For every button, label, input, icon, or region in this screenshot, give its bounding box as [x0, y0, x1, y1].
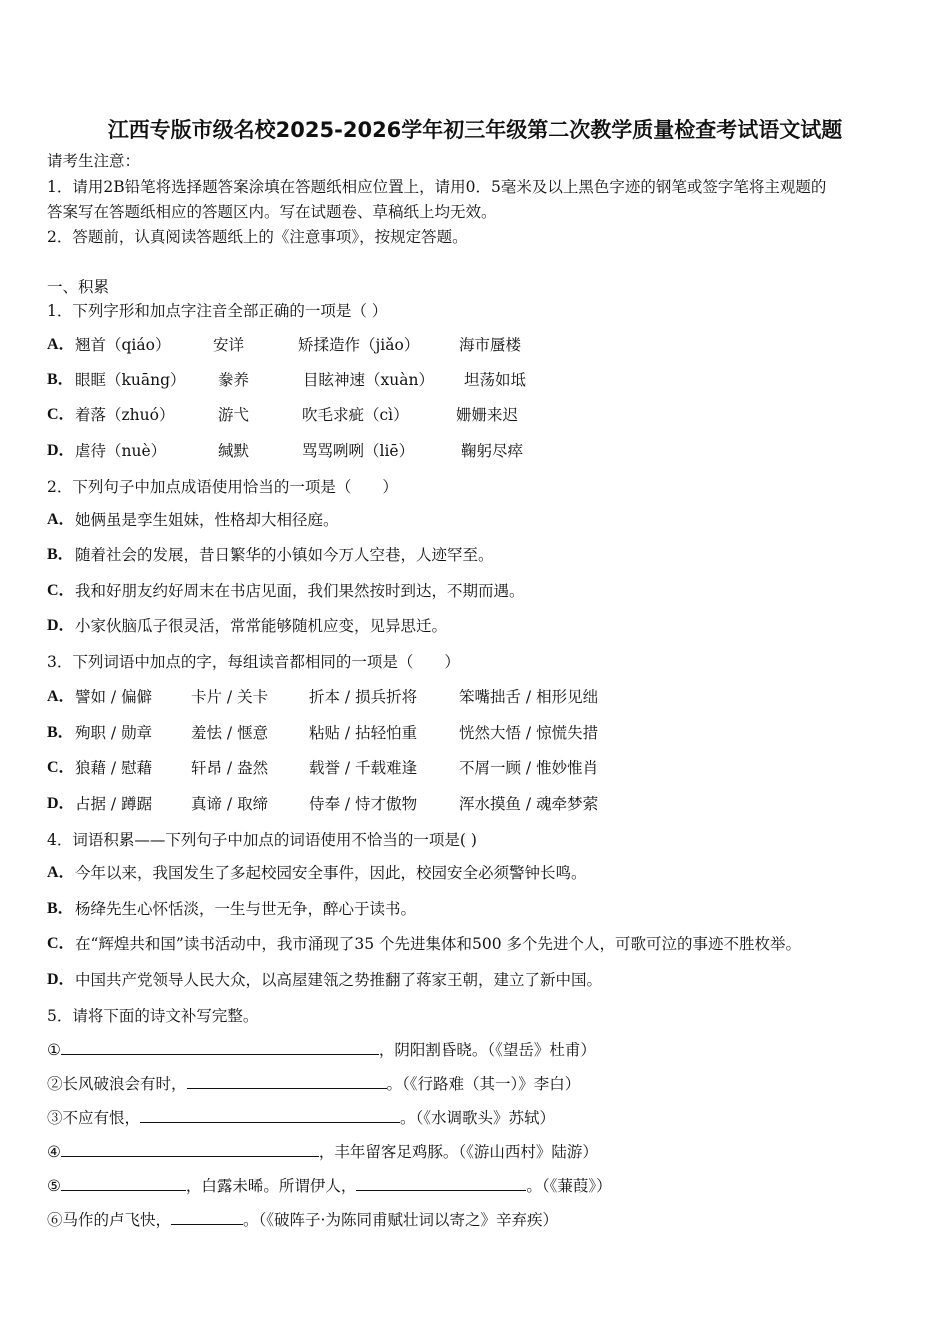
option-text: 粘贴 / 拈轻怕重 [309, 724, 418, 742]
option-label: B． [47, 371, 74, 388]
option-text: 缄默 [218, 442, 250, 460]
option-label: B． [47, 900, 74, 917]
answer-blank[interactable] [61, 1142, 319, 1157]
line-prefix: ⑥马作的卢飞快， [47, 1211, 172, 1229]
option-text: 眼眶（kuāng） [75, 371, 186, 389]
option-text: 真谛 / 取缔 [191, 795, 269, 813]
option-text: 安详 [213, 336, 245, 354]
line-suffix: ，丰年留客足鸡豚。（《游山西村》陆游） [318, 1143, 598, 1161]
option-label: A． [47, 688, 75, 705]
option-text: 我和好朋友约好周末在书店见面，我们果然按时到达，不期而遇。 [75, 582, 525, 600]
option-text: 矫揉造作（jiǎo） [298, 336, 420, 354]
option-text: 在“辉煌共和国”读书活动中，我市涌现了35 个先进集体和500 多个先进个人，可歌可泣的事迹不胜枚举。 [75, 935, 802, 953]
option-label: A． [47, 864, 75, 881]
option-text: 中国共产党领导人民大众，以高屋建瓴之势推翻了蒋家王朝，建立了新中国。 [75, 971, 603, 989]
option-text: 浑水摸鱼 / 魂牵梦萦 [459, 795, 599, 813]
section-heading: 一、积累 [47, 278, 110, 296]
option-text: 恍然大悟 / 惊慌失措 [459, 724, 599, 742]
line-suffix: 。（《破阵子·为陈同甫赋壮词以寄之》辛弃疾） [243, 1211, 558, 1229]
option-label: D． [47, 795, 75, 812]
option-text: 卡片 / 关卡 [191, 688, 269, 706]
line-prefix: ②长风破浪会有时， [47, 1075, 187, 1093]
option-text: 不屑一顾 / 惟妙惟肖 [459, 759, 599, 777]
fill-blank-line [47, 1108, 555, 1128]
option-text: 海市蜃楼 [459, 336, 522, 354]
answer-blank[interactable] [187, 1074, 387, 1089]
question-stem: 3．下列词语中加点的字，每组读音都相同的一项是（ ） [47, 653, 460, 671]
option-label: C． [47, 935, 75, 952]
notice-heading: 请考生注意： [47, 152, 141, 170]
notice-item: 1．请用2B铅笔将选择题答案涂填在答题纸相应位置上，请用0．5毫米及以上黑色字迹的钢笔或签字笔将主观题的 [47, 178, 827, 196]
option-text: 目眩神速（xuàn） [303, 371, 434, 389]
question-stem: 4．词语积累——下列句子中加点的词语使用不恰当的一项是( ) [47, 831, 477, 849]
answer-blank[interactable] [61, 1176, 186, 1191]
option-text: 坦荡如坻 [464, 371, 527, 389]
page-title: 江西专版市级名校2025-2026学年初三年级第二次教学质量检查考试语文试题 [107, 118, 843, 142]
option-text: 豢养 [218, 371, 250, 389]
line-suffix: 。（《水调歌头》苏轼） [400, 1109, 556, 1127]
option-text: 骂骂咧咧（liē） [302, 442, 415, 460]
option-label: D． [47, 617, 75, 634]
option-text: 鞠躬尽瘁 [461, 442, 524, 460]
option-text: 今年以来，我国发生了多起校园安全事件，因此，校园安全必须警钟长鸣。 [75, 864, 587, 882]
question-stem: 2．下列句子中加点成语使用恰当的一项是（ ） [47, 478, 398, 496]
line-prefix: ③不应有恨， [47, 1109, 141, 1127]
line-suffix: 。（《行路难（其一）》李白） [386, 1075, 581, 1093]
option-label: C． [47, 406, 75, 423]
line-prefix: ④ [47, 1143, 61, 1161]
line-middle: ，白露未晞。所谓伊人， [185, 1177, 357, 1195]
line-suffix: 。（《蒹葭》） [526, 1177, 612, 1195]
answer-blank[interactable] [356, 1176, 526, 1191]
option-text: 譬如 / 偏僻 [75, 688, 153, 706]
option-text: 占据 / 蹲踞 [75, 795, 153, 813]
option-text: 姗姗来迟 [456, 406, 519, 424]
fill-blank-line [47, 1142, 598, 1162]
question-stem: 1．下列字形和加点字注音全部正确的一项是（ ） [47, 302, 388, 320]
option-text: 小家伙脑瓜子很灵活，常常能够随机应变，见异思迁。 [75, 617, 448, 635]
answer-blank[interactable] [61, 1040, 379, 1055]
option-text: 着落（zhuó） [75, 406, 175, 424]
option-text: 笨嘴拙舌 / 相形见绌 [459, 688, 599, 706]
option-label: B． [47, 546, 74, 563]
fill-blank-line [47, 1040, 596, 1060]
option-label: A． [47, 336, 75, 353]
option-text: 轩昂 / 盎然 [191, 759, 269, 777]
option-label: B． [47, 724, 74, 741]
fill-blank-line [47, 1074, 580, 1094]
option-text: 载誉 / 千载难逢 [309, 759, 418, 777]
line-suffix: ，阴阳割昏晓。（《望岳》杜甫） [378, 1041, 596, 1059]
fill-blank-line [47, 1176, 612, 1196]
line-prefix: ① [47, 1041, 61, 1059]
option-label: A． [47, 511, 75, 528]
option-label: D． [47, 971, 75, 988]
option-text: 折本 / 损兵折将 [309, 688, 418, 706]
notice-item: 2．答题前，认真阅读答题纸上的《注意事项》，按规定答题。 [47, 228, 468, 246]
fill-blank-line [47, 1210, 558, 1230]
option-text: 狼藉 / 慰藉 [75, 759, 153, 777]
option-label: C． [47, 582, 75, 599]
option-text: 侍奉 / 恃才傲物 [309, 795, 418, 813]
option-text: 她俩虽是孪生姐妹，性格却大相径庭。 [75, 511, 339, 529]
option-text: 虐待（nuè） [75, 442, 167, 460]
question-stem: 5．请将下面的诗文补写完整。 [47, 1007, 259, 1025]
option-text: 羞怯 / 惬意 [191, 724, 269, 742]
option-text: 殉职 / 勋章 [75, 724, 153, 742]
option-text: 杨绛先生心怀恬淡，一生与世无争，醉心于读书。 [75, 900, 417, 918]
notice-item: 答案写在答题纸相应的答题区内。写在试题卷、草稿纸上均无效。 [47, 203, 497, 221]
option-text: 游弋 [218, 406, 250, 424]
line-prefix: ⑤ [47, 1177, 61, 1195]
option-text: 翘首（qiáo） [75, 336, 171, 354]
option-text: 吹毛求疵（cì） [302, 406, 409, 424]
answer-blank[interactable] [171, 1210, 243, 1225]
answer-blank[interactable] [140, 1108, 400, 1123]
option-label: D． [47, 442, 75, 459]
option-text: 随着社会的发展，昔日繁华的小镇如今万人空巷，人迹罕至。 [75, 546, 494, 564]
option-label: C． [47, 759, 75, 776]
